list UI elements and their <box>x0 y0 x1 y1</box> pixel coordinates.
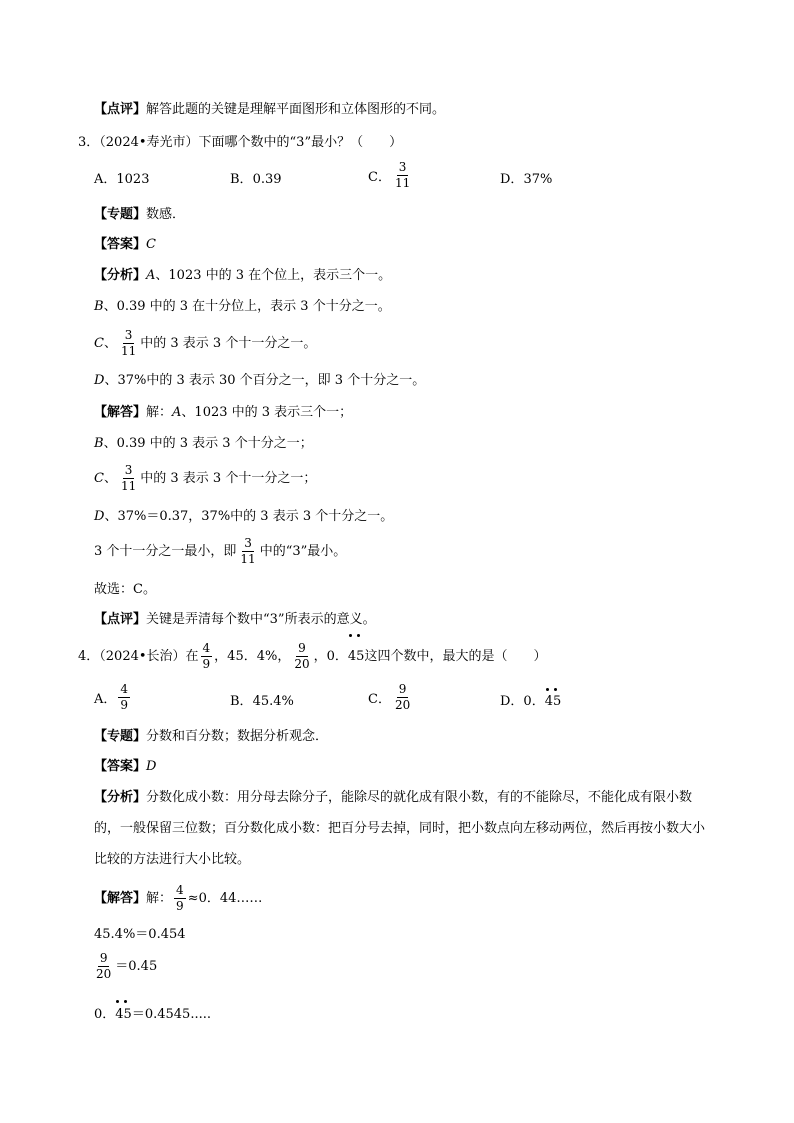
fraction: $\frac{4}{9}$ <box>202 641 211 671</box>
q4-solution-line1: 【解答】解： $\frac{4}{9}$ ≈0．44…… <box>94 883 263 913</box>
q3-option-d: D．37% <box>500 172 553 187</box>
review-tag: 【点评】 <box>94 102 147 117</box>
q4-solution-line2: 45.4%＝0.454 <box>94 927 186 942</box>
fraction: $\frac{4}{9}$ <box>120 682 129 712</box>
fraction: $\frac{4}{9}$ <box>176 883 184 913</box>
repeating-decimal: 45 <box>348 640 365 674</box>
q3-choice: 故选：C。 <box>94 582 156 597</box>
q3-analysis-c: C、 $\frac{3}{11}$ 中的 3 表示 3 个十一分之一。 <box>94 328 317 358</box>
q3-answer-line: 【答案】C <box>94 237 156 252</box>
q3-solution-d: D、37%＝0.37，37%中的 3 表示 3 个十分之一。 <box>94 509 394 524</box>
repeat-dot <box>349 634 352 637</box>
q4-option-a: A． $\frac{4}{9}$ <box>94 682 129 712</box>
q2-review-line <box>94 101 445 119</box>
fraction: $\frac{3}{11}$ <box>120 328 137 358</box>
repeat-dot <box>357 634 360 637</box>
q3-stem: 3．（2024•寿光市）下面哪个数中的“3”最小？（ ） <box>78 135 403 150</box>
q4-analysis: 【分析】分数化成小数：用分母去除分子，能除尽的就化成有限小数，有的不能除尽，不能化成有限小数的，一般保留三位数；百分数化成小数：把百分号去掉，同时，把小数点向左移动两位，然后再按小数大小比较的方法进行大小比较。 <box>94 790 706 867</box>
q4-solution-line4: 0． 45＝0.4545..... <box>94 1006 211 1024</box>
fraction: $\frac{3}{11}$ <box>240 536 256 566</box>
review-text: 解答此题的关键是理解平面图形和立体图形的不同。 <box>146 102 446 117</box>
fraction: $\frac{9}{20}$ <box>294 641 310 671</box>
q3-review-line: 【点评】关键是弄清每个数中“3”所表示的意义。 <box>94 612 376 627</box>
q3-solution-c: C、 $\frac{3}{11}$ 中的 3 表示 3 个十一分之一； <box>94 463 317 493</box>
q3-option-b: B．0.39 <box>230 172 282 187</box>
q4-answer-line: 【答案】D <box>94 759 157 774</box>
q4-option-b: B．45.4% <box>230 694 294 709</box>
q4-solution-line3: $\frac{9}{20}$ ＝0.45 <box>96 951 158 981</box>
q3-option-c: C． $\frac{3}{11}$ <box>368 160 411 190</box>
answer-value: C <box>146 237 156 252</box>
q4-option-d: D．0． 45 <box>500 690 561 709</box>
q3-solution-a: 【解答】解：A、1023 中的 3 表示三个一； <box>94 405 353 420</box>
q3-analysis-a: 【分析】A、1023 中的 3 在个位上，表示三个一。 <box>94 268 392 283</box>
q4-stem: 4．（2024•长治）在 $\frac{4}{9}$ ，45．4%， $\frac{9}{20}$ ，0． 45这四个数中，最大的是（ ） <box>78 640 546 674</box>
repeating-decimal: 45 <box>545 694 562 709</box>
q3-solution-b: B、0.39 中的 3 表示 3 个十分之一； <box>94 436 313 451</box>
fraction: $\frac{3}{11}$ <box>120 463 137 493</box>
repeat-dot <box>116 1000 119 1003</box>
repeat-dot <box>554 688 557 691</box>
q3-option-a: A．1023 <box>94 172 150 187</box>
q3-analysis-b: B、0.39 中的 3 在十分位上，表示 3 个十分之一。 <box>94 299 391 314</box>
repeat-dot <box>124 1000 127 1003</box>
answer-value: D <box>146 759 157 774</box>
repeat-dot <box>546 688 549 691</box>
q3-analysis-d: D、37%中的 3 表示 30 个百分之一，即 3 个十分之一。 <box>94 373 426 388</box>
q3-topic-line: 【专题】数感． <box>94 207 186 222</box>
q3-conclusion: 3 个十一分之一最小，即 $\frac{3}{11}$ 中的“3”最小。 <box>94 536 347 566</box>
q4-topic-line: 【专题】分数和百分数；数据分析观念． <box>94 729 329 744</box>
fraction: $\frac{9}{20}$ <box>96 951 112 981</box>
fraction: $\frac{3}{11}$ <box>394 160 411 190</box>
fraction: $\frac{9}{20}$ <box>394 682 411 712</box>
q4-option-c: C． $\frac{9}{20}$ <box>368 682 411 712</box>
repeating-decimal: 45 <box>115 1006 132 1024</box>
